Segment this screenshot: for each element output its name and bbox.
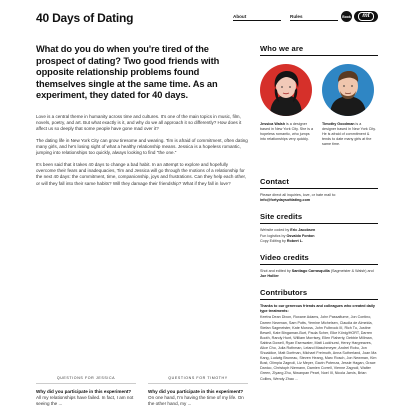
credit-1-name[interactable]: Eric Jacobsen	[290, 228, 316, 233]
book-logo-icon[interactable]	[341, 11, 352, 22]
timothy-bio-text: is a designer based in New York City. He is afraid of commitment & tends to date many girls at the same time.	[322, 122, 376, 146]
site-title[interactable]: 40 Days of Dating	[36, 11, 134, 25]
credit-3-name[interactable]: Robert L.	[286, 238, 304, 243]
contact-heading: Contact	[260, 177, 378, 189]
intro-paragraph-3: It's been said that it takes 40 days to change a bad habit. In an attempt to explore and hopefully overcome their fears and inadequacies, Tim and Jessica will go through the motions of a relationship for the next 40 days: the commitment, time, companionship, joys and frustrations. Can they help each other, or will they fall into their same habits? Will they damage their friendship? What if they fall in love?	[36, 161, 247, 186]
timothy-bio-name: Timothy Goodman	[322, 122, 355, 126]
jessica-bio	[260, 122, 314, 142]
contact-email-link[interactable]: info@fortydaysofdating.com	[260, 198, 311, 203]
intro-paragraph-1: Love is a central theme in humanity across time and cultures. It's one of the main topics in music, film, novels, poetry, and art. But what exactly is it, and why do we all approach it so differently? How does it affect us so deeply that some people have gone mad over it?	[36, 113, 242, 132]
jessica-bio-name: Jessica Walsh	[260, 122, 286, 126]
intro-text	[36, 114, 249, 188]
answer-text: All my relationships have failed. In fact, I am not seeing the ...	[36, 395, 134, 407]
jessica-portrait	[260, 64, 312, 116]
questions-jessica	[36, 376, 136, 408]
credit-2-prefix: Fun logistics by	[260, 233, 287, 238]
video-credit-name-1[interactable]: Santiago Carrasquilla	[291, 269, 330, 274]
contributors-list: Keetra Dean Dixon, Roxane Adams, John Passafiume, Jon Contino, Darren Newman, Sam Potts, Yemine Michelsen, Claudia de Almeida, Stefan Sagmeister, Kate Moross, John Fulbrook III, Rich Tu, Justine Bewell, Kate Bingaman-Burt, Paula Scher, Eike König/HORT, Darren Booth, Randy Hunt, William Morrisey, Ellen Flaherty, Debbie Millman, Sabina Dowell, Ryan Esenwater, Matt Luckhurst, Henry Hargreaves, Alice Cho, Julia Rothman, Leland Maschmeyer, Andrei Robu, Jon Shoaldice, Matt Dorfman, Michael Freimuth, Anna Sutherland, Joan Ma Kang, Ludwig Bruneau, Steven Heang, Marc Rosch, Jon Newman, Kim Bost, Olimpia Zagnoli, Liz Meyer, Gavin Potenza, Jessie Hagan, Grace Danico, Christoph Niemann, Damien Correll, Vienne Zagnoli, Walter Green, Ziyang Zhu, Niwanpan Peart, Noel III, Nicola Jarvis, Brian Collins, Wendy Zhao ...	[260, 315, 377, 381]
video-credits-text	[260, 269, 378, 279]
credit-3-prefix: Copy Editing by	[260, 238, 287, 243]
contact-text	[260, 193, 378, 203]
book-logo-label: Book	[342, 14, 351, 19]
questions-jessica-heading: QUESTIONS FOR JESSICA	[36, 376, 136, 384]
question-text: Why did you participate in this experiment?	[148, 389, 244, 394]
nav-about-underline	[233, 20, 281, 21]
credit-2-name[interactable]: Osvaldo Fonton	[286, 233, 315, 238]
contributors-heading: Contributors	[260, 288, 378, 300]
video-credit-prefix: Shot and edited by	[260, 269, 292, 274]
sidebar	[260, 44, 378, 382]
timothy-portrait	[322, 64, 374, 116]
site-credits-heading: Site credits	[260, 212, 378, 224]
contact-section	[260, 177, 378, 203]
main-content	[36, 44, 249, 192]
contributors-intro: Thanks to our generous friends and colleagues who created daily type treatments:	[260, 304, 375, 314]
timothy-bio	[322, 122, 376, 147]
questions-timothy	[148, 376, 248, 408]
jessica-illustration-icon	[260, 64, 312, 116]
contact-description: Please direct all inquiries, love, or hate mail to:	[260, 193, 337, 197]
site-header	[0, 0, 415, 30]
video-credits-heading: Video credits	[260, 253, 378, 265]
site-credits-text	[260, 228, 378, 244]
nav-rules-link[interactable]: Rules	[290, 14, 303, 19]
nav-rules-underline	[290, 20, 338, 21]
nav-about-link[interactable]: About	[233, 14, 247, 19]
timothy-illustration-icon	[322, 64, 374, 116]
mt-logo-icon[interactable]	[354, 11, 378, 22]
contributors-section	[260, 288, 378, 381]
credit-1-prefix: Website coded by	[260, 228, 291, 233]
who-we-are-section	[260, 60, 378, 168]
lead-paragraph: What do you do when you're tired of the prospect of dating? Two good friends with opposite relationship problems found themselves single at the same time. As an experiment, they dated for 40 days.	[36, 44, 220, 100]
video-credit-mid: (Sagmeister & Walsh) and	[329, 269, 374, 274]
question-text: Why did you participate in this experiment?	[36, 389, 132, 394]
who-we-are-heading: Who we are	[260, 44, 378, 56]
site-credits-section	[260, 212, 378, 244]
video-credits-section	[260, 253, 378, 279]
mt-logo-label: mt	[358, 12, 373, 21]
questions-timothy-heading: QUESTIONS FOR TIMOTHY	[148, 376, 248, 384]
intro-paragraph-2: The dating life in New York City can grow tiresome and wearing. Tim is afraid of commitment, often dating many girls, and he's losing sight of what a healthy relationship means. Jessica is a hopeless romantic, jumping into relationships too quickly, always looking to find "the one."	[36, 137, 248, 156]
jessica-bio-text: is a designer based in New York City. She is a hopeless romantic, who jumps into relationships very quickly.	[260, 122, 314, 141]
video-credit-name-2[interactable]: Joe Hollier	[260, 274, 279, 279]
answer-text: On one hand, I'm having the time of my life. On the other hand, my ...	[148, 395, 244, 407]
